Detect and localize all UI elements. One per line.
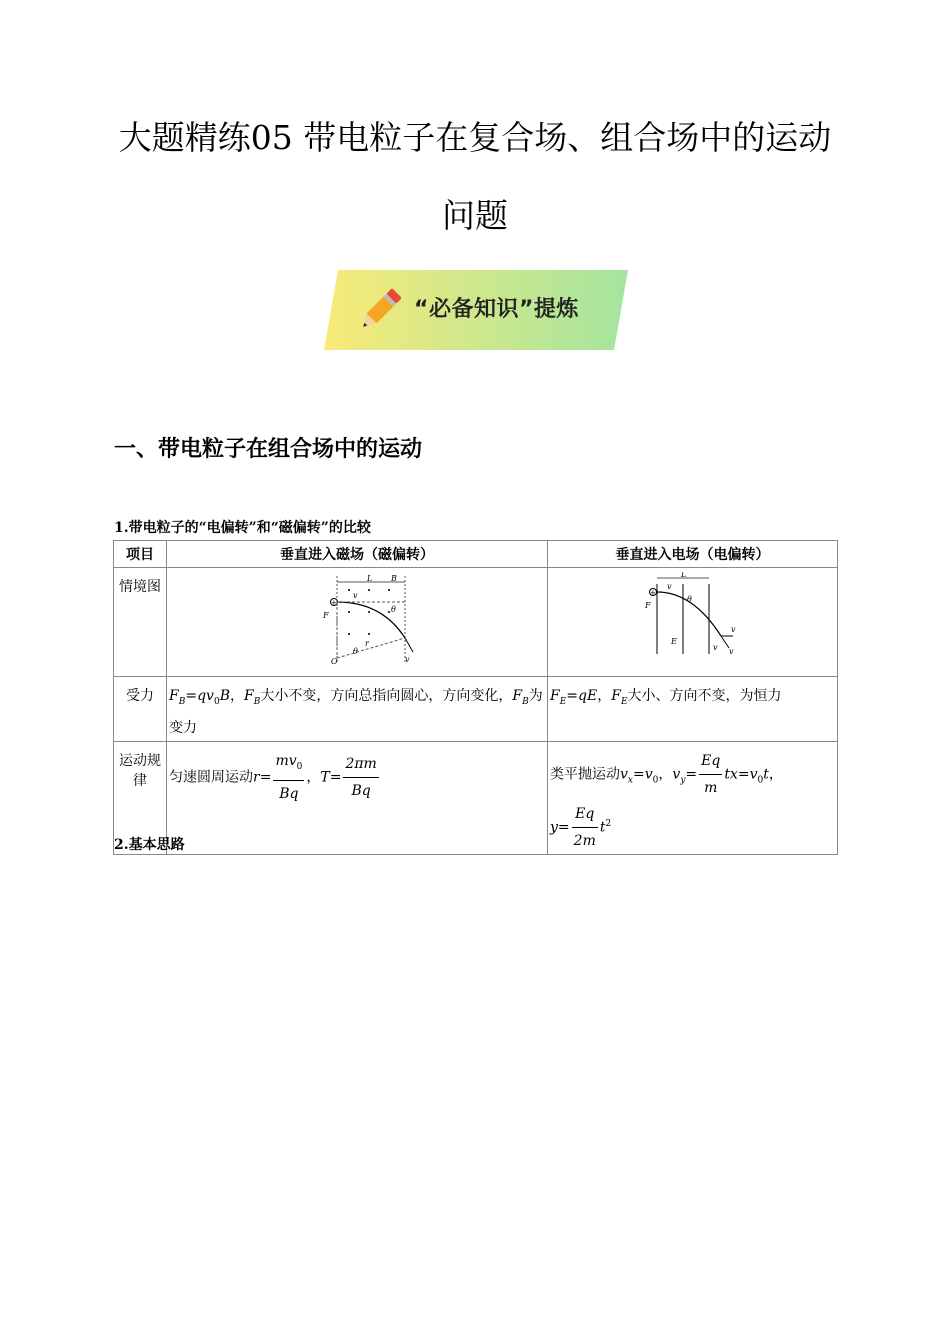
row-label-motion-law: 运动规律	[114, 742, 167, 855]
label-E: E	[670, 637, 677, 646]
label-v0: v	[353, 591, 358, 600]
banner-text: “必备知识”提炼	[414, 297, 579, 322]
page-title-line1: 大题精练05 带电粒子在复合场、组合场中的运动	[118, 118, 832, 157]
knowledge-banner	[324, 266, 628, 354]
label-L: L	[680, 572, 686, 579]
fraction-eq-over-m: $\frac{Eq}{m}$	[699, 748, 722, 801]
table-row	[114, 742, 838, 855]
electric-figure-cell	[548, 568, 838, 677]
label-theta: θ	[686, 595, 692, 604]
svg-text:+: +	[649, 589, 656, 597]
table-header-row	[114, 541, 838, 568]
magnetic-figure-cell	[167, 568, 548, 677]
subheading-basic-approach: 2.基本思路	[114, 837, 185, 853]
label-theta-center: θ	[353, 647, 358, 656]
label-vx: v	[730, 625, 736, 634]
law-magnetic-cell: 匀速圆周运动r= $\frac{mv_0}{Bq}$ ，T= $\frac{2\pi m}{Bq}$	[167, 742, 548, 855]
label-v0: v	[666, 582, 672, 591]
fraction-period: $\frac{2\pi m}{Bq}$	[343, 751, 378, 804]
law-electric-cell: 类平抛运动$v_x=v_0$，$v_y=$ $\frac{Eq}{m}$ $tx=v_0t$， y= $\frac{Eq}{2m}$ $t^2$	[548, 742, 838, 855]
label-FE: F	[644, 601, 651, 610]
label-theta: θ	[391, 605, 396, 614]
label-v: v	[728, 647, 734, 656]
header-item: 项目	[114, 541, 167, 568]
label-L: L	[367, 574, 373, 583]
header-magnetic: 垂直进入磁场（磁偏转）	[167, 541, 548, 568]
fraction-radius: $\frac{mv_0}{Bq}$	[273, 748, 304, 807]
label-FB: F	[323, 611, 329, 620]
label-vy: v	[712, 643, 718, 652]
label-v0-exit: v	[405, 655, 410, 664]
header-electric: 垂直进入电场（电偏转）	[548, 541, 838, 568]
comparison-table	[113, 540, 838, 855]
subheading-comparison: 1.带电粒子的“电偏转”和“磁偏转”的比较	[114, 520, 371, 536]
table-row	[114, 568, 838, 677]
force-magnetic-cell: $F_B=qv_0B$，$F_B$大小不变，方向总指向圆心，方向变化，$F_B$为变力	[167, 677, 548, 742]
fraction-eq-over-2m: $\frac{Eq}{2m}$	[572, 801, 598, 854]
label-B: B	[391, 574, 397, 583]
pencil-icon	[354, 284, 406, 336]
label-r: r	[365, 639, 369, 648]
magnetic-deflection-diagram	[297, 572, 417, 666]
svg-text:+: +	[331, 599, 337, 607]
table-row	[114, 677, 838, 742]
section-heading: 一、带电粒子在组合场中的运动	[114, 437, 423, 462]
force-electric-cell: $F_E=qE$，$F_E$大小、方向不变，为恒力	[548, 677, 838, 742]
row-label-figure: 情境图	[114, 568, 167, 677]
electric-deflection-diagram	[643, 572, 743, 658]
page-title-line2: 问题	[442, 196, 508, 235]
row-label-force: 受力	[114, 677, 167, 742]
label-O: O	[331, 657, 338, 666]
